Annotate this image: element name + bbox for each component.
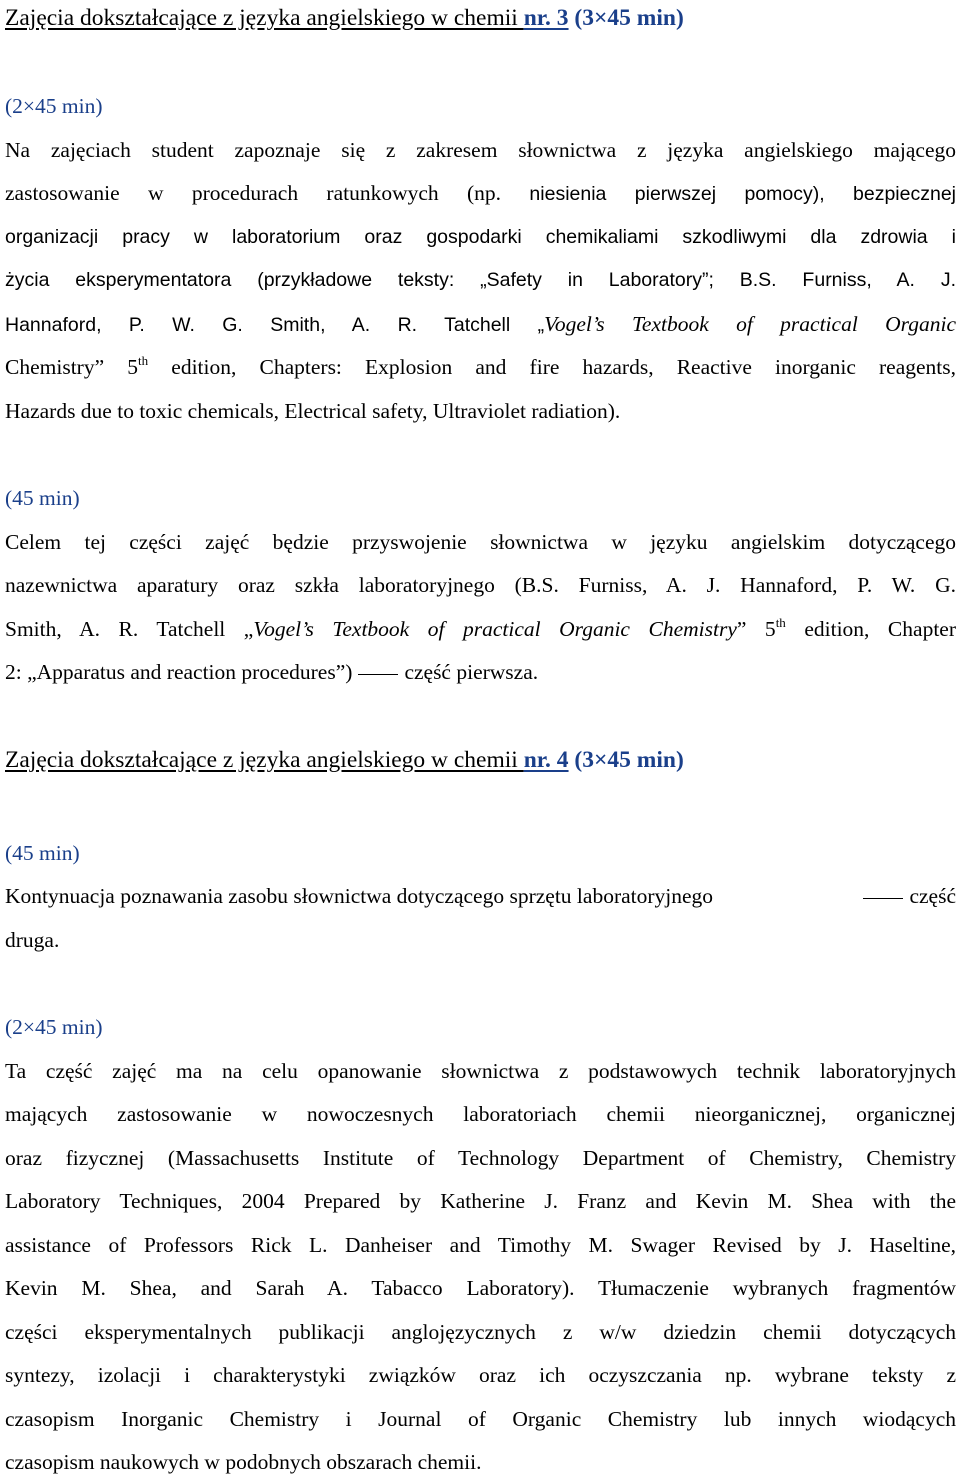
paragraph-line: nazewnictwa aparatury oraz szkła laboratoryjnego (B.S. Furniss, A. J. Hannaford, P. W. G. — [5, 573, 956, 597]
heading-4-number: nr. 4 — [523, 747, 569, 773]
paragraph-line: oraz fizycznej (Massachusetts Institute of Technology Department of Chemistry, Chemistry — [5, 1146, 956, 1170]
heading-3-number: nr. 3 — [523, 5, 569, 31]
paragraph-line: Kevin M. Shea, and Sarah A. Tabacco Laboratory). Tłumaczenie wybranych fragmentów — [5, 1276, 956, 1300]
dash — [358, 674, 398, 675]
book-title: Vogel’s Textbook of practical Organic Chemistry — [253, 617, 737, 641]
book-title: Vogel’s Textbook of practical Organic — [544, 312, 956, 336]
section-3a-duration: (2×45 min) — [5, 94, 103, 118]
dash — [863, 898, 903, 899]
paragraph-line: syntezy, izolacji i charakterystyki związków oraz ich oczyszczania np. wybrane teksty z — [5, 1363, 956, 1387]
paragraph-line: czasopism naukowych w podobnych obszarach chemii. — [5, 1450, 482, 1474]
paragraph-line: organizacji pracy w laboratorium oraz gospodarki chemikaliami szkodliwymi dla zdrowia i — [5, 226, 956, 248]
heading-4-duration: (3×45 min) — [574, 747, 684, 773]
paragraph-line: assistance of Professors Rick L. Danheiser and Timothy M. Swager Revised by J. Haseltine, — [5, 1233, 956, 1257]
paragraph-line: Kontynuacja poznawania zasobu słownictwa dotyczącego sprzętu laboratoryjnego część — [5, 884, 956, 908]
course-heading-3 — [5, 5, 956, 31]
course-heading-4 — [5, 747, 956, 773]
heading-4-title: Zajęcia dokształcające z języka angielskiego w chemii — [5, 747, 524, 773]
heading-3-title: Zajęcia dokształcające z języka angielskiego w chemii — [5, 5, 524, 31]
paragraph-line: Smith, A. R. Tatchell „Vogel’s Textbook of practical Organic Chemistry” 5th edition, Chapter — [5, 615, 956, 641]
paragraph-line: czasopism Inorganic Chemistry i Journal of Organic Chemistry lub innych wiodących — [5, 1407, 956, 1431]
paragraph-line: Celem tej części zajęć będzie przyswojenie słownictwa w języku angielskim dotyczącego — [5, 530, 956, 554]
heading-3-duration: (3×45 min) — [574, 5, 684, 31]
section-4a-duration: (45 min) — [5, 841, 80, 865]
section-3b-duration: (45 min) — [5, 486, 80, 510]
paragraph-line: Hazards due to toxic chemicals, Electrical safety, Ultraviolet radiation). — [5, 399, 621, 423]
paragraph-line: druga. — [5, 928, 60, 952]
paragraph-line: Hannaford, P. W. G. Smith, A. R. Tatchell „Vogel’s Textbook of practical Organic — [5, 312, 956, 336]
paragraph-line: 2: „Apparatus and reaction procedures”) część pierwsza. — [5, 660, 539, 684]
paragraph-line: Chemistry” 5th edition, Chapters: Explosion and fire hazards, Reactive inorganic reagents, — [5, 353, 956, 379]
paragraph-line: mających zastosowanie w nowoczesnych laboratoriach chemii nieorganicznej, organicznej — [5, 1102, 956, 1126]
paragraph-line: Na zajęciach student zapoznaje się z zakresem słownictwa z języka angielskiego mającego — [5, 138, 956, 162]
paragraph-line: życia eksperymentatora (przykładowe teksty: „Safety in Laboratory”; B.S. Furniss, A. J. — [5, 269, 956, 291]
paragraph-line: Ta część zajęć ma na celu opanowanie słownictwa z podstawowych technik laboratoryjnych — [5, 1059, 956, 1083]
paragraph-line: zastosowanie w procedurach ratunkowych (np. niesienia pierwszej pomocy), bezpiecznej — [5, 181, 956, 205]
section-4b-duration: (2×45 min) — [5, 1015, 103, 1039]
paragraph-line: Laboratory Techniques, 2004 Prepared by Katherine J. Franz and Kevin M. Shea with the — [5, 1189, 956, 1213]
paragraph-line: części eksperymentalnych publikacji anglojęzycznych z w/w dziedzin chemii dotyczących — [5, 1320, 956, 1344]
